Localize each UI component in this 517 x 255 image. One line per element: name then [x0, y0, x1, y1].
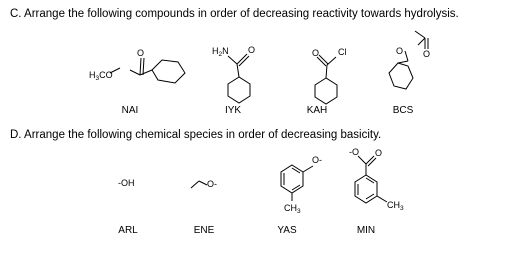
- kah-structure: [315, 55, 337, 104]
- iyk-amine-group: $H_2N$: [212, 46, 229, 58]
- arl-hydroxide: -OH: [118, 178, 135, 188]
- label-min: MIN: [356, 225, 376, 236]
- yas-oxide: O-: [312, 155, 322, 165]
- yas-structure: [281, 165, 313, 201]
- nai-carbonyl-oxygen: O: [137, 48, 145, 58]
- question-c-text: C. Arrange the following compounds in order of decreasing reactivity towards hydrolysis.: [10, 8, 459, 20]
- bcs-structure: [389, 31, 431, 89]
- label-kah: KAH: [306, 105, 328, 116]
- nai-methoxy-group: $H_3CO$: [89, 70, 113, 82]
- iyk-structure: [228, 54, 250, 103]
- bcs-ester-oxygen: O: [396, 46, 404, 56]
- iyk-carbonyl-oxygen: O: [248, 45, 256, 55]
- ene-structure: [191, 181, 207, 188]
- kah-chlorine: Cl: [338, 47, 347, 57]
- label-ene: ENE: [193, 225, 215, 236]
- label-yas: YAS: [277, 225, 297, 236]
- yas-methyl-group: $CH_3$: [284, 203, 301, 215]
- min-carboxylate-oxygen: -O: [349, 147, 359, 157]
- min-structure: [355, 156, 387, 203]
- label-iyk: IYK: [224, 105, 242, 116]
- ene-oxide: O-: [207, 179, 217, 189]
- label-nai: NAI: [121, 105, 139, 116]
- kah-carbonyl-oxygen: O: [312, 48, 320, 58]
- label-bcs: BCS: [392, 105, 414, 116]
- min-carbonyl-oxygen: O: [375, 148, 383, 158]
- question-d-text: D. Arrange the following chemical species in order of decreasing basicity.: [10, 129, 382, 141]
- label-arl: ARL: [118, 225, 138, 236]
- bcs-carbonyl-oxygen: O: [423, 49, 431, 59]
- nai-structure: [110, 58, 185, 83]
- min-methyl-group: $CH_3$: [387, 200, 404, 212]
